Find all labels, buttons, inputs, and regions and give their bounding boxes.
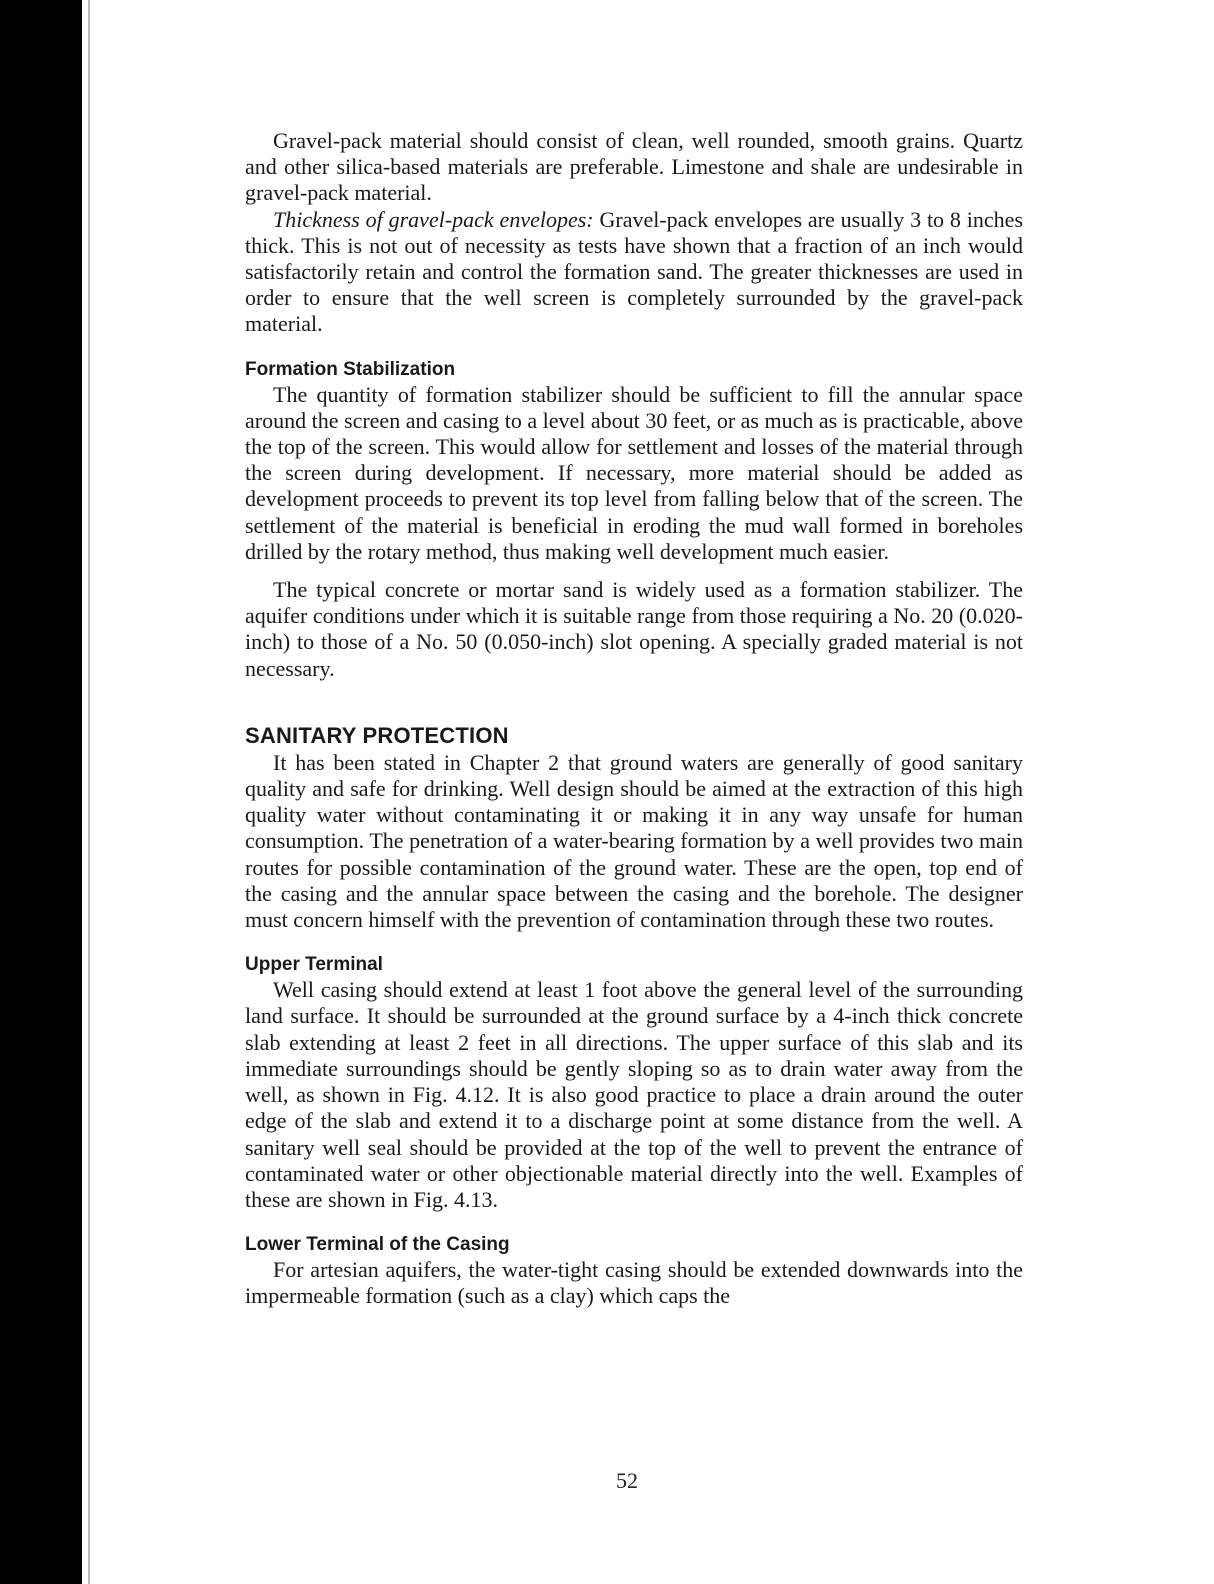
- paragraph-sanitary-protection: It has been stated in Chapter 2 that ground waters are generally of good sanitary quality and safe for drinking. Well design should be aimed at the extraction of this high quality water without contaminating it or making it in any way unsafe for human consumption. The penetration of a water-bearing formation by a well provides two main routes for possible contamination of the ground water. These are the open, top end of the casing and the annular space between the casing and the borehole. The designer must concern himself with the prevention of contamination through these two routes.: [245, 749, 1023, 933]
- heading-lower-terminal: Lower Terminal of the Casing: [245, 1234, 510, 1256]
- scan-edge-line: [88, 0, 90, 1584]
- text-column: [245, 128, 1023, 1310]
- paragraph-gravel-pack-thickness: [245, 207, 1023, 338]
- paragraph-upper-terminal: Well casing should extend at least 1 foot above the general level of the surrounding land surface. It should be surrounded at the ground surface by a 4-inch thick concrete slab extending at least 2 feet in all directions. The upper surface of this slab and its immediate surroundings should be gently sloping so as to drain water away from the well, as shown in Fig. 4.12. It is also good practice to place a drain around the outer edge of the slab and extend it to a discharge point at some distance from the well. A sanitary well seal should be provided at the top of the well to prevent the entrance of contaminated water or other objectionable material directly into the well. Examples of these are shown in Fig. 4.13.: [245, 977, 1023, 1212]
- paragraph-thickness-text: Gravel-pack envelopes are usually 3 to 8 inches thick. This is not out of necessity as tests have shown that a fraction of an inch would satisfactorily retain and control the formation sand. The greater thicknesses are used in order to ensure that the well screen is completely surrounded by the gravel-pack material.: [245, 206, 1024, 337]
- paragraph-lead-in: Thickness of gravel-pack envelopes:: [273, 206, 594, 232]
- scan-black-edge: [0, 0, 82, 1584]
- heading-sanitary-protection: SANITARY PROTECTION: [245, 722, 509, 748]
- paragraph-lower-terminal: For artesian aquifers, the water-tight casing should be extended downwards into the impermeable formation (such as a clay) which caps the: [245, 1257, 1023, 1309]
- heading-formation-stabilization: Formation Stabilization: [245, 358, 456, 380]
- page-number: 52: [616, 1468, 638, 1493]
- paragraph-mortar-sand: The typical concrete or mortar sand is widely used as a formation stabilizer. The aquifer conditions under which it is suitable range from those requiring a No. 20 (0.020-inch) to those of a No. 50 (0.050-inch) slot opening. A specially graded material is not necessary.: [245, 577, 1023, 681]
- paragraph-formation-stabilizer-quantity: The quantity of formation stabilizer should be sufficient to fill the annular space around the screen and casing to a level about 30 feet, or as much as is practicable, above the top of the screen. This would allow for settlement and losses of the material through the screen during development. If necessary, more material should be added as development proceeds to prevent its top level from falling below that of the screen. The settlement of the material is beneficial in eroding the mud wall formed in boreholes drilled by the rotary method, thus making well development much easier.: [245, 381, 1023, 564]
- paragraph-gravel-pack-material: Gravel-pack material should consist of clean, well rounded, smooth grains. Quartz and other silica-based materials are preferable. Limestone and shale are undesirable in gravel-pack material.: [245, 128, 1023, 206]
- heading-upper-terminal: Upper Terminal: [245, 954, 383, 976]
